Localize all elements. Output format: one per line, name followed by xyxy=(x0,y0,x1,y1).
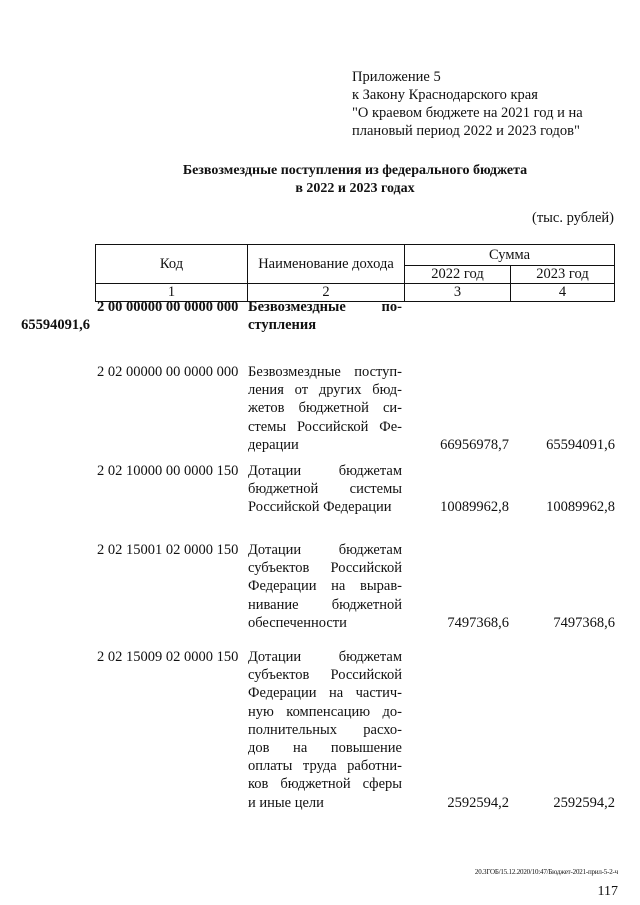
row-value-2022: 7497368,6 xyxy=(447,615,509,631)
row-name-line: жетов бюджетной си- xyxy=(248,400,402,417)
header-col-4: 4 xyxy=(511,284,615,302)
title-line-2: в 2022 и 2023 годах xyxy=(295,181,415,196)
header-code: Код xyxy=(96,245,248,284)
row-name-line: субъектов Российской xyxy=(248,667,402,684)
row-name-line: и иные цели xyxy=(248,794,324,811)
title-line-1: Безвозмездные поступления из федерального бюджета xyxy=(182,163,528,178)
row-name-line: Федерации на вырав- xyxy=(248,578,402,595)
units-label: (тыс. рублей) xyxy=(532,210,614,226)
row-name-line: бюджетной системы xyxy=(248,481,402,498)
row-value-2022: 10089962,8 xyxy=(440,499,509,515)
row-code: 2 00 00000 00 0000 000 xyxy=(97,299,239,315)
row-name-line: стемы Российской Фе- xyxy=(248,418,402,435)
table-header xyxy=(95,244,615,302)
row-value-2022: 2592594,2 xyxy=(447,795,509,811)
row-name-line: полнительных расхо- xyxy=(248,721,402,738)
row-name-line: Безвозмездные по- xyxy=(248,299,402,315)
row-value-2023: 2592594,2 xyxy=(553,795,615,811)
row-name-line: субъектов Российской xyxy=(248,560,402,577)
appendix-line-1: Приложение 5 xyxy=(352,69,441,85)
row-name xyxy=(248,541,402,632)
row-code: 2 02 15001 02 0000 150 xyxy=(97,542,239,558)
header-year-2023: 2023 год xyxy=(511,266,615,284)
header-name: Наименование дохода xyxy=(248,245,405,284)
document-title xyxy=(100,162,610,198)
row-name-line: ков бюджетной сферы xyxy=(248,776,402,793)
header-col-3: 3 xyxy=(405,284,511,302)
row-value-2023: 65594091,6 xyxy=(21,317,90,333)
row-name-line: Дотации бюджетам xyxy=(248,542,402,558)
row-value-2022: 66956978,7 xyxy=(440,437,509,453)
row-name xyxy=(248,363,402,454)
footer-document-code: 20.3ГОБ/15.12.2020/10:47/Бюджет-2021-прил-5-2-ч xyxy=(474,868,618,876)
row-name-line: обеспеченности xyxy=(248,614,347,631)
row-value-2023: 7497368,6 xyxy=(553,615,615,631)
row-name-line: ную компенсацию до- xyxy=(248,703,402,720)
page-number: 117 xyxy=(597,884,618,899)
row-name xyxy=(248,298,402,334)
row-name-line: Российской Федерации xyxy=(248,499,392,516)
row-name-line: Федерации на частич- xyxy=(248,685,402,702)
row-code: 2 02 10000 00 0000 150 xyxy=(97,463,239,479)
appendix-line-3: "О краевом бюджете на 2021 год и на xyxy=(352,105,583,121)
appendix-line-2: к Закону Краснодарского края xyxy=(352,87,538,103)
row-value-2023: 10089962,8 xyxy=(546,499,615,515)
row-name-line: Дотации бюджетам xyxy=(248,649,402,665)
row-name-line: оплаты труда работни- xyxy=(248,758,402,775)
row-name-line: дов на повышение xyxy=(248,740,402,757)
appendix-header xyxy=(352,68,583,140)
row-name xyxy=(248,462,402,517)
header-year-2022: 2022 год xyxy=(405,266,511,284)
row-name-line: ления от других бюд- xyxy=(248,382,402,399)
header-sum: Сумма xyxy=(405,245,615,266)
row-name-line: дерации xyxy=(248,436,299,453)
row-name-line: Дотации бюджетам xyxy=(248,463,402,479)
row-value-2023: 65594091,6 xyxy=(546,437,615,453)
row-code: 2 02 00000 00 0000 000 xyxy=(97,364,239,380)
row-name xyxy=(248,648,402,812)
header-col-2: 2 xyxy=(248,284,405,302)
appendix-line-4: плановый период 2022 и 2023 годов" xyxy=(352,123,580,139)
row-name-line: Безвозмездные поступ- xyxy=(248,364,402,380)
row-name-line: ступления xyxy=(248,317,317,334)
row-code: 2 02 15009 02 0000 150 xyxy=(97,649,239,665)
header-col-1: 1 xyxy=(96,284,248,302)
row-name-line: нивание бюджетной xyxy=(248,596,402,613)
